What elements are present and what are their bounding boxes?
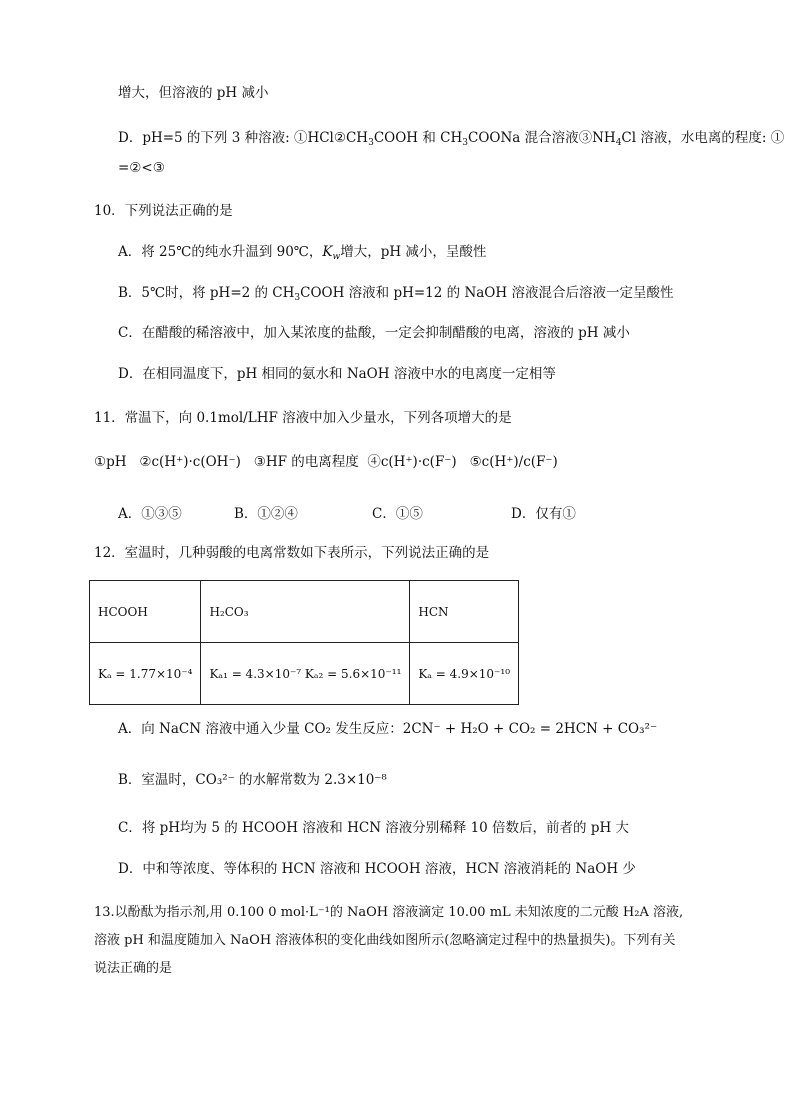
question-12-option-c: C．将 pH均为 5 的 HCOOH 溶液和 HCN 溶液分别稀释 10 倍数后，前者的 pH 大 (118, 820, 630, 836)
table-cell-h2co3-ka: Kₐ₁ = 4.3×10⁻⁷ Kₐ₂ = 5.6×10⁻¹¹ (201, 643, 410, 705)
continued-text-line: 增大，但溶液的 pH 减小 (118, 85, 269, 101)
table-header-row (90, 581, 519, 643)
question-10-option-a: A．将 25℃的纯水升温到 90℃，$K_w$增大，pH 减小，呈酸性 (118, 244, 487, 262)
question-12-option-a: A．向 NaCN 溶液中通入少量 CO₂ 发生反应：2CN⁻ + H₂O + CO₂ = 2HCN + CO₃²⁻ (118, 721, 658, 737)
question-11-choice-a: A．①③⑤ (118, 506, 182, 522)
table-row (90, 643, 519, 705)
table-header-hcn: HCN (410, 581, 519, 643)
question-13-stem-line-3: 说法正确的是 (94, 961, 173, 976)
table-header-h2co3: H₂CO₃ (201, 581, 410, 643)
question-11-items: ①pH ②c(H⁺)·c(OH⁻) ③HF 的电离程度 ④c(H⁺)·c(F⁻) ⑤c(H⁺)/c(F⁻) (94, 454, 558, 470)
question-10-option-b: B．5℃时，将 pH=2 的 $CH_3COOH$ 溶液和 pH=12 的 NaOH 溶液混合后溶液一定呈酸性 (118, 285, 674, 303)
question-13-stem-line-1: 13.以酚酞为指示剂,用 0.100 0 mol·L⁻¹的 NaOH 溶液滴定 10.00 mL 未知浓度的二元酸 H₂A 溶液, (94, 905, 684, 920)
question-13-stem-line-2: 溶液 pH 和温度随加入 NaOH 溶液体积的变化曲线如图所示(忽略滴定过程中的热量损失)。下列有关 (94, 933, 676, 948)
table-cell-hcn-ka: Kₐ = 4.9×10⁻¹⁰ (410, 643, 519, 705)
table-header-hcooh: HCOOH (90, 581, 201, 643)
question-11-choice-d: D．仅有① (511, 506, 576, 522)
option-d-prev-question-cont: =②<③ (118, 160, 165, 176)
option-d-prev-question: D．pH=5 的下列 3 种溶液: $①HCl②CH_3COOH$ 和 $CH_3COONa$ 混合溶液$③NH_4Cl$ 溶液，水电离的程度: ① (118, 130, 785, 148)
question-12-option-d: D．中和等浓度、等体积的 HCN 溶液和 HCOOH 溶液，HCN 溶液消耗的 NaOH 少 (118, 861, 636, 877)
question-12-option-b: B．室温时，CO₃²⁻ 的水解常数为 2.3×10⁻⁸ (118, 772, 387, 788)
question-11-choice-b: B．①②④ (234, 506, 298, 522)
question-10-stem: 10．下列说法正确的是 (94, 203, 233, 219)
table-cell-hcooh-ka: Kₐ = 1.77×10⁻⁴ (90, 643, 201, 705)
question-11-choice-c: C．①⑤ (372, 506, 423, 522)
question-10-option-c: C．在醋酸的稀溶液中，加入某浓度的盐酸，一定会抑制醋酸的电离，溶液的 pH 减小 (118, 325, 630, 341)
question-11-stem: 11．常温下，向 0.1mol/LHF 溶液中加入少量水，下列各项增大的是 (94, 410, 512, 426)
question-10-option-d: D．在相同温度下，pH 相同的氨水和 NaOH 溶液中水的电离度一定相等 (118, 366, 556, 382)
question-12-stem: 12．室温时，几种弱酸的电离常数如下表所示，下列说法正确的是 (94, 545, 490, 561)
ionization-constant-table (89, 580, 519, 705)
